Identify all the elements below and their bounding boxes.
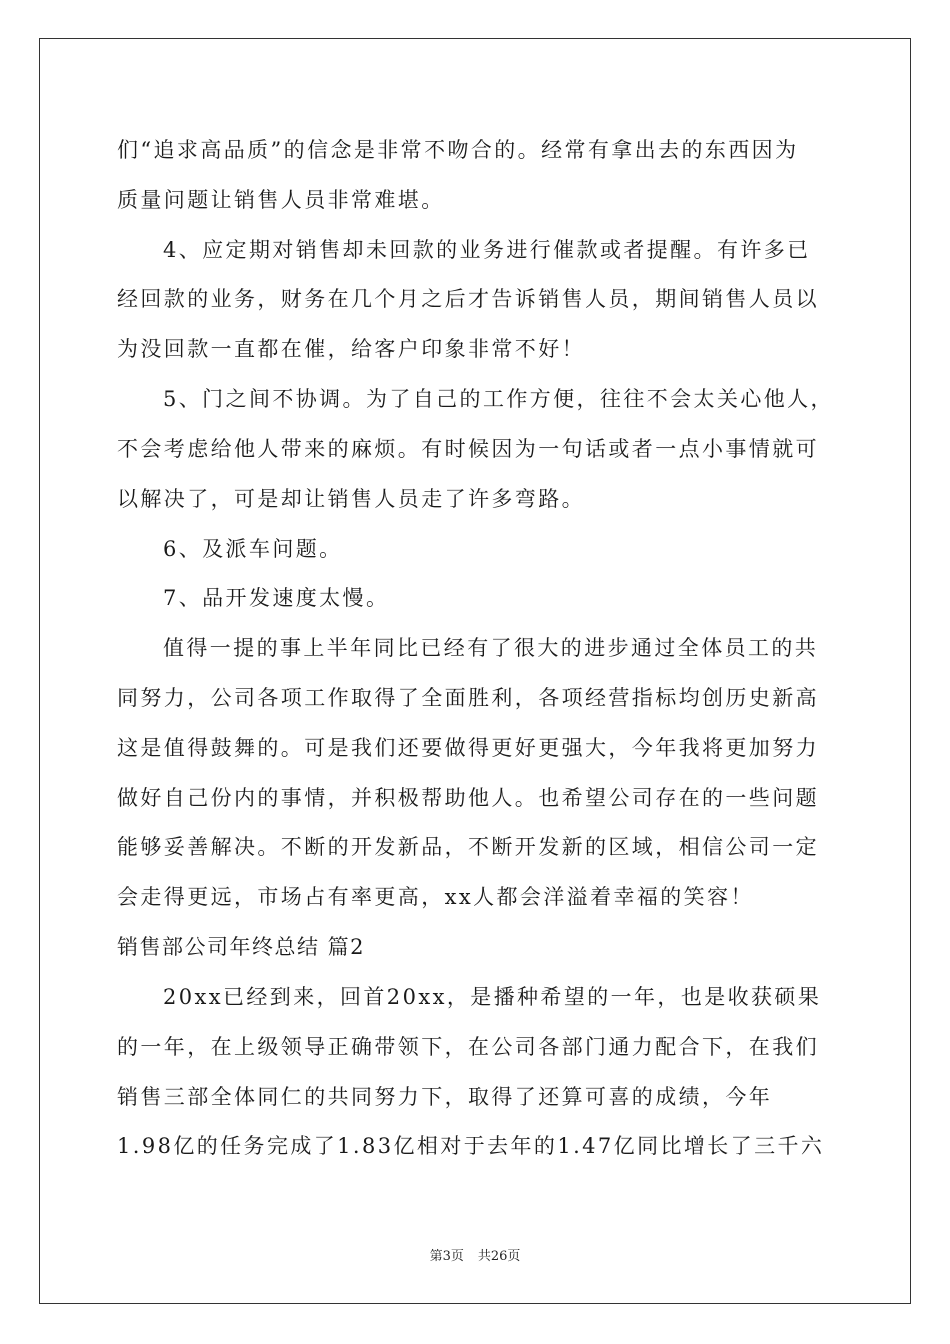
page-footer [0,1248,950,1266]
text-line: 同努力，公司各项工作取得了全面胜利，各项经营指标均创历史新高 [117,686,819,710]
page-border [39,38,911,1304]
text-line: 的一年，在上级领导正确带领下，在公司各部门通力配合下，在我们 [117,1035,819,1059]
text-line: 20xx已经到来，回首20xx，是播种希望的一年，也是收获硕果 [163,985,822,1009]
text-line: 会走得更远，市场占有率更高，xx人都会洋溢着幸福的笑容！ [117,885,754,909]
text-line: 4、应定期对销售却未回款的业务进行催款或者提醒。有许多已 [163,238,811,262]
text-line: 做好自己份内的事情，并积极帮助他人。也希望公司存在的一些问题 [117,786,819,810]
text-line: 1.98亿的任务完成了1.83亿相对于去年的1.47亿同比增长了三千六 [117,1134,825,1158]
page-total: 共26页 [477,1249,521,1264]
text-line: 们“追求高品质”的信念是非常不吻合的。经常有拿出去的东西因为 [117,138,799,162]
text-line: 以解决了，可是却让销售人员走了许多弯路。 [117,487,585,511]
text-line: 销售三部全体同仁的共同努力下，取得了还算可喜的成绩，今年 [117,1085,773,1109]
text-line: 为没回款一直都在催，给客户印象非常不好！ [117,337,585,361]
page-number: 第3页 [429,1249,464,1264]
text-line: 6、及派车问题。 [163,537,343,561]
text-line: 经回款的业务，财务在几个月之后才告诉销售人员，期间销售人员以 [117,287,819,311]
section-heading: 销售部公司年终总结 篇2 [117,935,366,959]
text-line: 7、品开发速度太慢。 [163,586,390,610]
text-line: 值得一提的事上半年同比已经有了很大的进步通过全体员工的共 [163,636,819,660]
text-line: 不会考虑给他人带来的麻烦。有时候因为一句话或者一点小事情就可 [117,437,819,461]
text-line: 这是值得鼓舞的。可是我们还要做得更好更强大，今年我将更加努力 [117,736,819,760]
text-line: 质量问题让销售人员非常难堪。 [117,188,445,212]
text-line: 5、门之间不协调。为了自己的工作方便，往往不会太关心他人， [163,387,834,411]
text-line: 能够妥善解决。不断的开发新品，不断开发新的区域，相信公司一定 [117,835,819,859]
